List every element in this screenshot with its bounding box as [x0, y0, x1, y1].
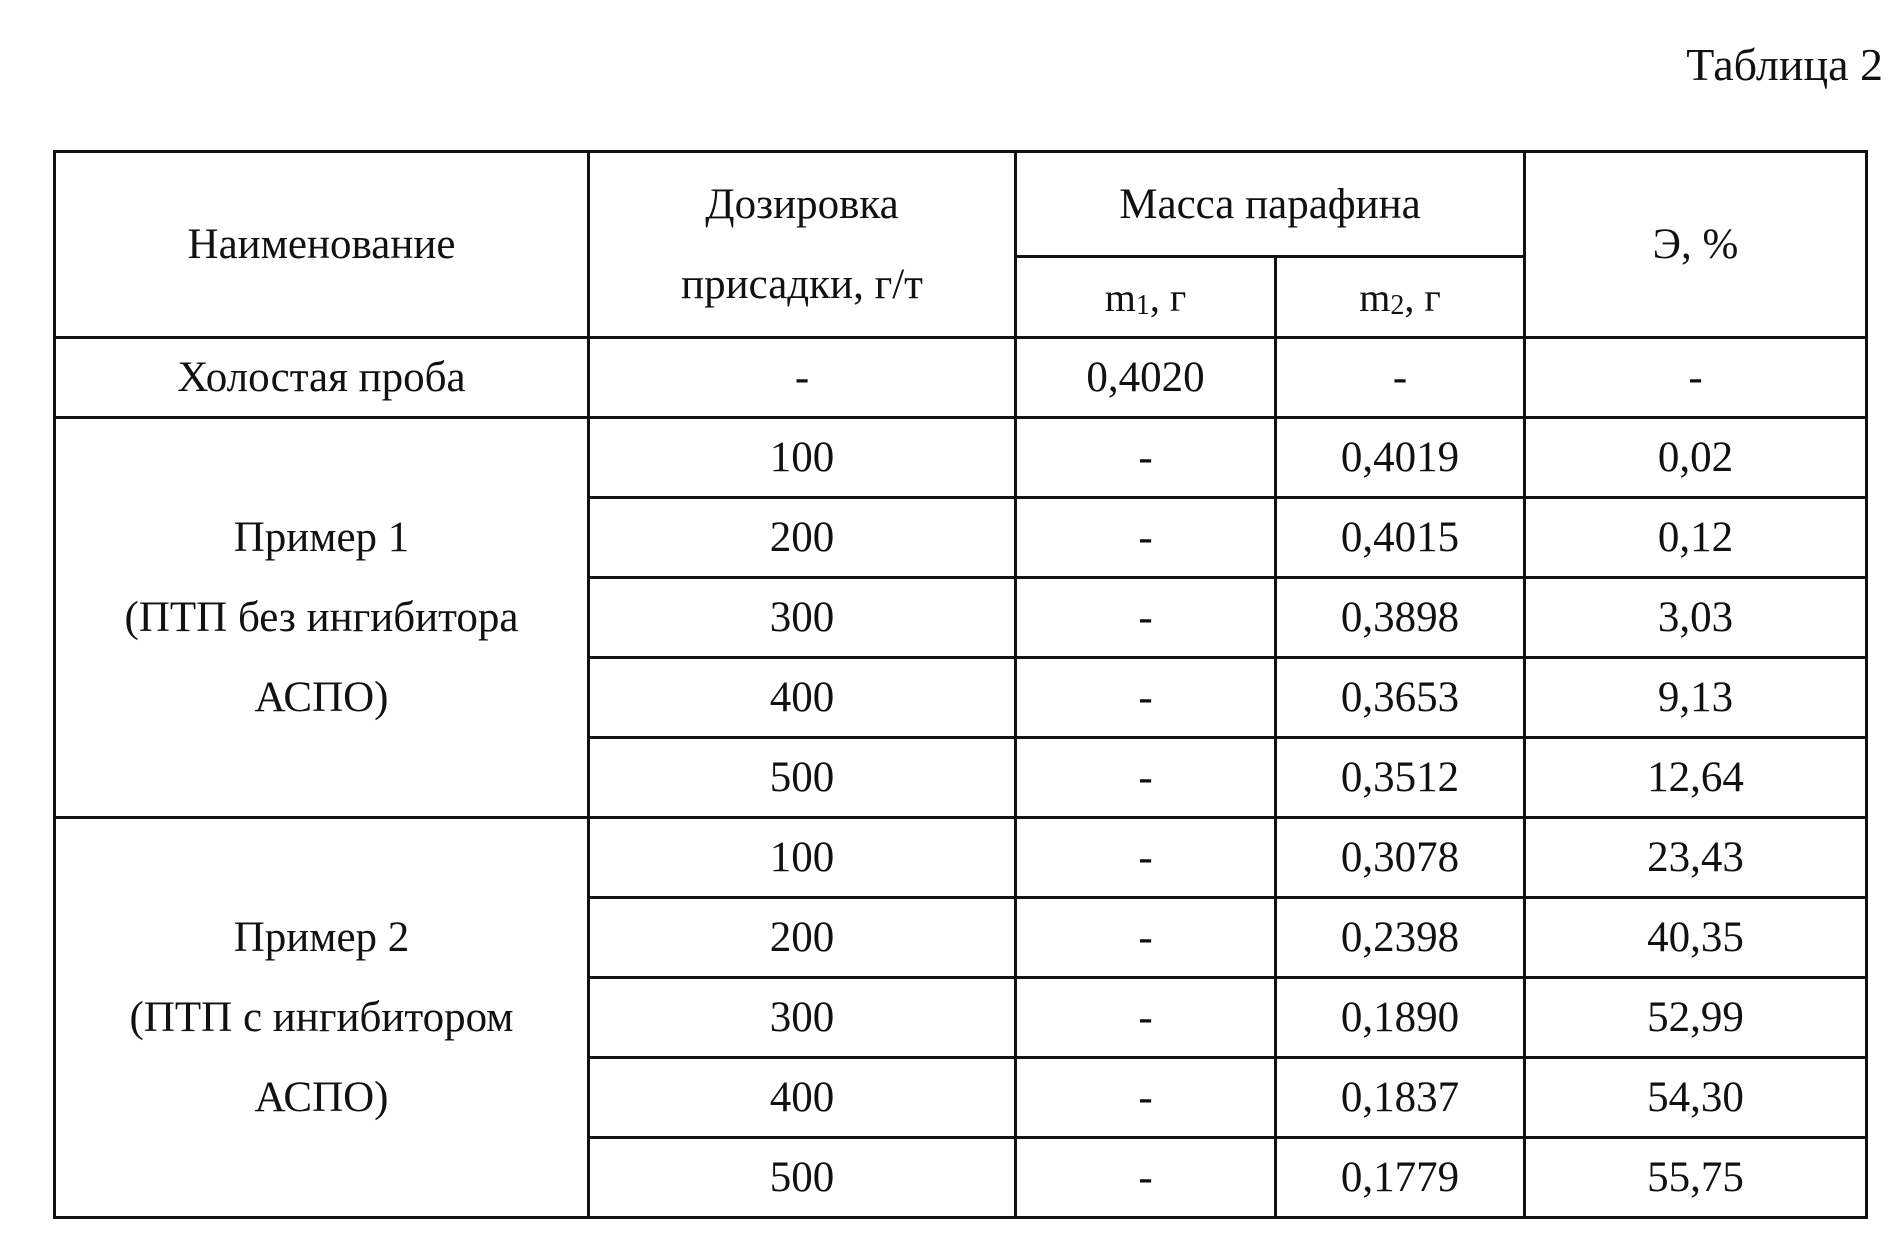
- header-dosage-line2: присадки, г/т: [681, 260, 923, 308]
- header-m2-unit: , г: [1404, 274, 1441, 320]
- cell-m2: 0,4015: [1276, 498, 1525, 578]
- header-m2-symbol: m: [1359, 274, 1391, 320]
- cell-m2: 0,3078: [1276, 818, 1525, 898]
- cell-m1: -: [1016, 1138, 1276, 1218]
- header-m1-index: 1: [1135, 289, 1150, 321]
- cell-e: 0,02: [1525, 418, 1867, 498]
- cell-m1: -: [1016, 658, 1276, 738]
- cell-m2: 0,3898: [1276, 578, 1525, 658]
- header-m2: [1276, 257, 1525, 338]
- cell-m1: 0,4020: [1016, 338, 1276, 418]
- cell-e: 12,64: [1525, 738, 1867, 818]
- cell-m2: 0,1890: [1276, 978, 1525, 1058]
- cell-m1: -: [1016, 498, 1276, 578]
- header-mass: Масса парафина: [1016, 152, 1525, 257]
- header-m1-symbol: m: [1104, 274, 1136, 320]
- cell-e: 52,99: [1525, 978, 1867, 1058]
- cell-m1: -: [1016, 418, 1276, 498]
- cell-dosage: 400: [589, 658, 1016, 738]
- cell-m2: 0,3512: [1276, 738, 1525, 818]
- cell-m1: -: [1016, 738, 1276, 818]
- header-dosage-line1: Дозировка: [705, 180, 899, 228]
- cell-m2: 0,3653: [1276, 658, 1525, 738]
- group-name-cell: [55, 818, 589, 1218]
- cell-e: 3,03: [1525, 578, 1867, 658]
- header-m2-index: 2: [1390, 289, 1405, 321]
- header-m1-unit: , г: [1149, 274, 1187, 320]
- group-name-line: (ПТП с ингибитором: [129, 993, 514, 1041]
- cell-e: 55,75: [1525, 1138, 1867, 1218]
- cell-dosage: 500: [589, 1138, 1016, 1218]
- group-name-line: АСПО): [254, 1073, 389, 1121]
- cell-m1: -: [1016, 898, 1276, 978]
- cell-m2: 0,1779: [1276, 1138, 1525, 1218]
- group-name-line: Пример 1: [233, 513, 410, 561]
- cell-m2: 0,4019: [1276, 418, 1525, 498]
- table-row: [55, 818, 1867, 898]
- cell-dosage: 100: [589, 418, 1016, 498]
- cell-e: 0,12: [1525, 498, 1867, 578]
- table-caption: Таблица 2: [1686, 39, 1883, 90]
- group-name-cell: [55, 418, 589, 818]
- table-row: [55, 418, 1867, 498]
- cell-m1: -: [1016, 1058, 1276, 1138]
- cell-m1: -: [1016, 818, 1276, 898]
- cell-e: 9,13: [1525, 658, 1867, 738]
- cell-dosage: -: [589, 338, 1016, 418]
- header-row: [55, 152, 1867, 257]
- cell-m1: -: [1016, 978, 1276, 1058]
- cell-m1: -: [1016, 578, 1276, 658]
- header-name: Наименование: [55, 152, 589, 338]
- group-name-line: Пример 2: [233, 913, 410, 961]
- cell-dosage: 300: [589, 578, 1016, 658]
- cell-dosage: 100: [589, 818, 1016, 898]
- cell-dosage: 500: [589, 738, 1016, 818]
- cell-e: 40,35: [1525, 898, 1867, 978]
- cell-m2: -: [1276, 338, 1525, 418]
- group-name-line: АСПО): [254, 673, 389, 721]
- header-e: Э, %: [1525, 152, 1867, 338]
- cell-e: 54,30: [1525, 1058, 1867, 1138]
- cell-dosage: 200: [589, 498, 1016, 578]
- cell-e: -: [1525, 338, 1867, 418]
- cell-dosage: 200: [589, 898, 1016, 978]
- cell-dosage: 300: [589, 978, 1016, 1058]
- cell-dosage: 400: [589, 1058, 1016, 1138]
- cell-e: 23,43: [1525, 818, 1867, 898]
- table-row-blank: [55, 338, 1867, 418]
- results-table: [53, 150, 1868, 1219]
- cell-m2: 0,1837: [1276, 1058, 1525, 1138]
- cell-name: Холостая проба: [55, 338, 589, 418]
- header-dosage: [589, 152, 1016, 338]
- cell-m2: 0,2398: [1276, 898, 1525, 978]
- group-name-line: (ПТП без ингибитора: [124, 593, 519, 641]
- header-m1: [1016, 257, 1276, 338]
